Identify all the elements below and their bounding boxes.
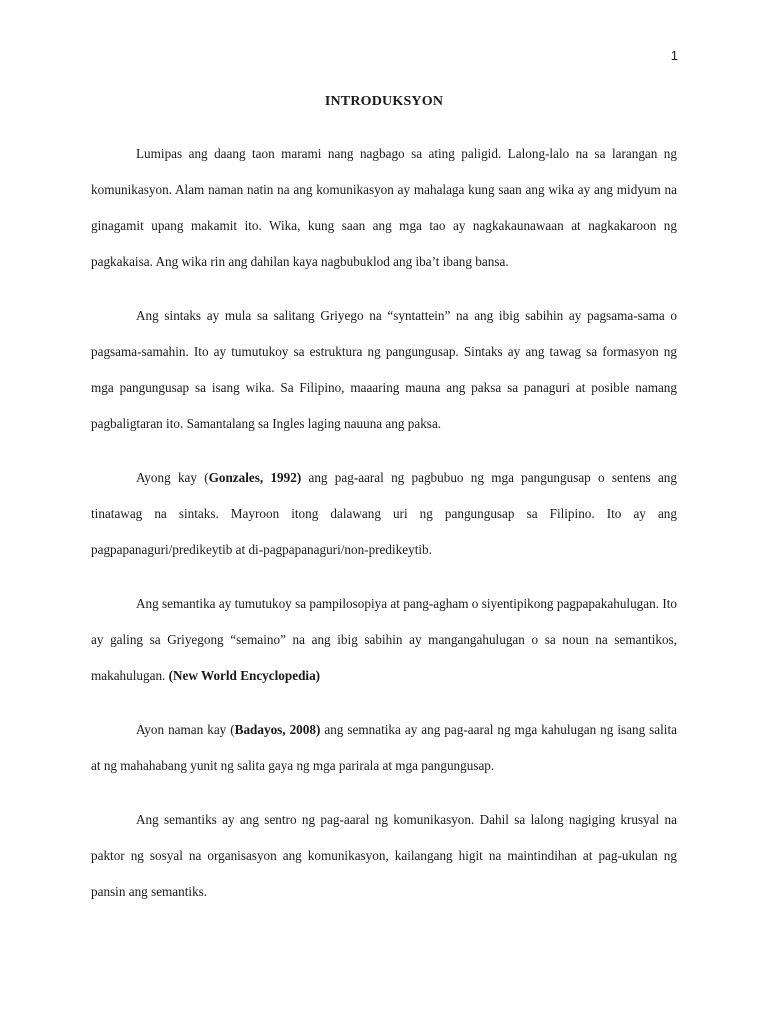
paragraph-text: Ayon naman kay ( [136, 722, 235, 737]
paragraph-3 [91, 460, 677, 568]
citation: (New World Encyclopedia) [168, 668, 321, 683]
paragraph-text: Ayong kay ( [136, 470, 209, 485]
paragraph-2 [91, 298, 677, 442]
paragraph-6 [91, 802, 677, 910]
citation: Badayos, 2008) [234, 722, 321, 737]
paragraph-text: Lumipas ang daang taon marami nang nagbago sa ating paligid. Lalong-lalo na sa larangan ng komunikasyon. Alam naman natin na ang komunikasyon ay mahalaga kung saan ang wika ay ang midyum na ginagamit upang makamit ito. Wika, kung saan ang mga tao ay nagkakaunawaan at nagkakaroon ng pagkakaisa. Ang wika rin ang dahilan kaya nagbubuklod ang iba’t ibang bansa. [91, 146, 677, 269]
citation: Gonzales, 1992) [208, 470, 302, 485]
paragraph-text: Ang sintaks ay mula sa salitang Griyego na “syntattein” na ang ibig sabihin ay pagsama-sama o pagsama-samahin. Ito ay tumutukoy sa estruktura ng pangungusap. Sintaks ay ang tawag sa formasyon ng mga pangungusap sa isang wika. Sa Filipino, maaaring mauna ang paksa sa panaguri at posible namang pagbaligtaran ito. Samantalang sa Ingles laging nauuna ang paksa. [91, 308, 677, 431]
paragraph-5 [91, 712, 677, 784]
paragraph-text: ang pag-aaral ng pagbubuo ng mga pangungusap o sentens ang tinatawag na sintaks. Mayroon itong dalawang uri ng pangungusap sa Filipino. Ito ay ang pagpapanaguri/predikeytib at di-pagpapanaguri/non-predikeytib. [91, 470, 677, 557]
document-body [91, 136, 677, 928]
page-number: 1 [670, 48, 678, 63]
paragraph-text: ang semnatika ay ang pag-aaral ng mga kahulugan ng isang salita at ng mahahabang yunit ng salita gaya ng mga parirala at mga pangungusap. [91, 722, 677, 773]
paragraph-text: Ang semantiks ay ang sentro ng pag-aaral ng komunikasyon. Dahil sa lalong nagiging krusyal na paktor ng sosyal na organisasyon ang komunikasyon, kailangang higit na maintindihan at pag-ukulan ng pansin ang semantiks. [91, 812, 677, 899]
paragraph-text: Ang semantika ay tumutukoy sa pampilosopiya at pang-agham o siyentipikong pagpapakahulugan. Ito ay galing sa Griyegong “semaino” na ang ibig sabihin ay mangangahulugan o sa noun na semantikos, makahulugan. [91, 596, 677, 683]
paragraph-4 [91, 586, 677, 694]
document-title: INTRODUKSYON [324, 94, 444, 109]
paragraph-1 [91, 136, 677, 280]
